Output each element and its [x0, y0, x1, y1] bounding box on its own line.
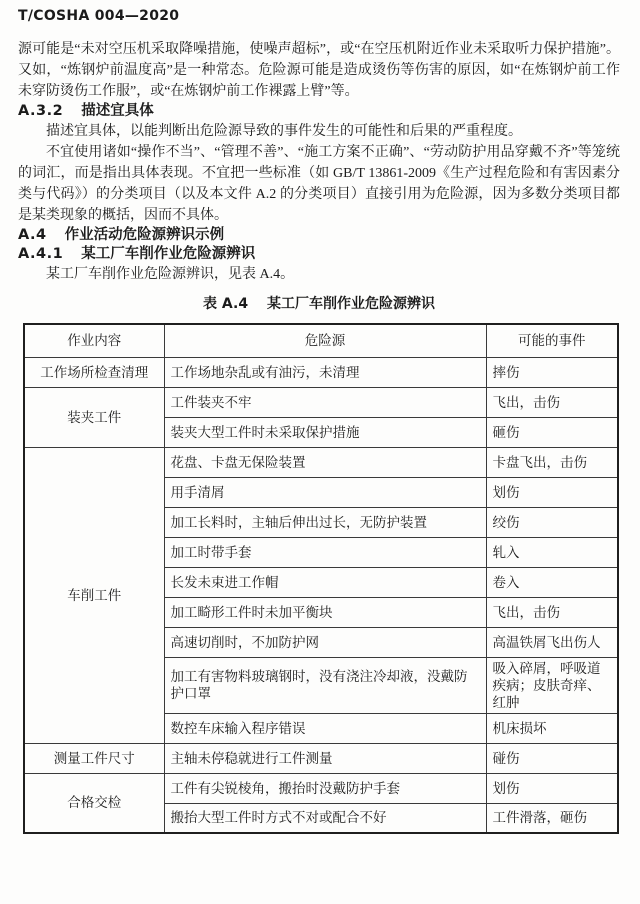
event-cell: 摔伤: [486, 357, 618, 387]
event-cell: 轧入: [486, 537, 618, 567]
hazard-cell: 长发未束进工作帽: [164, 567, 486, 597]
hazard-cell: 用手清屑: [164, 477, 486, 507]
event-cell: 工件滑落，砸伤: [486, 803, 618, 833]
column-header-event: 可能的事件: [486, 324, 618, 357]
section-title: 某工厂车削作业危险源辨识: [81, 246, 256, 262]
paragraph-a32-2: 不宜使用诸如“操作不当”、“管理不善”、“施工方案不正确”、“劳动防护用品穿戴不齐”等笼统的词汇，而是指出具体表现。不宜把一些标准（如 GB/T 13861-2009《生产过程危险和有害因素分类与代码》）的分类项目（以及本文件 A.2 的分类项目）直接引用为危险源，因为多数分类项目都是某类现象的概括，因而不具体。: [18, 145, 620, 223]
hazard-cell: 花盘、卡盘无保险装置: [164, 447, 486, 477]
hazard-cell: 主轴未停稳就进行工件测量: [164, 743, 486, 773]
event-cell: 飞出，击伤: [486, 597, 618, 627]
section-number: A.3.2: [18, 103, 64, 119]
table-row: [24, 447, 618, 477]
table-caption: [18, 293, 620, 313]
paragraph-a32-1: 描述宜具体，以能判断出危险源导致的事件发生的可能性和后果的严重程度。: [46, 124, 522, 139]
hazard-cell: 加工有害物料玻璃钢时，没有浇注冷却液，没戴防护口罩: [164, 657, 486, 713]
table-row: [24, 743, 618, 773]
event-cell: 高温铁屑飞出伤人: [486, 627, 618, 657]
table-caption-title: 某工厂车削作业危险源辨识: [266, 296, 435, 312]
event-cell: 碰伤: [486, 743, 618, 773]
activity-cell: 合格交检: [24, 773, 164, 833]
section-heading-a32: [18, 102, 620, 121]
table-header-row: [24, 324, 618, 357]
section-title: 描述宜具体: [81, 103, 154, 119]
section-heading-a4: [18, 226, 620, 245]
activity-cell: 测量工件尺寸: [24, 743, 164, 773]
activity-cell: 车削工件: [24, 447, 164, 743]
table-row: [24, 387, 618, 417]
column-header-hazard: 危险源: [164, 324, 486, 357]
event-cell: 吸入碎屑，呼吸道疾病；皮肤奇痒、红肿: [486, 657, 618, 713]
hazard-cell: 工作场地杂乱或有油污，未清理: [164, 357, 486, 387]
continuation-paragraph: 源可能是“未对空压机采取降噪措施，使噪声超标”，或“在空压机附近作业未采取听力保护措施”。又如，“炼钢炉前温度高”是一种常态。危险源可能是造成烫伤等伤害的原因，如“在炼钢炉前工作未穿防烫伤工作服”，或“在炼钢炉前工作裸露上臂”等。: [18, 42, 620, 99]
activity-cell: 工作场所检查清理: [24, 357, 164, 387]
table-caption-label: 表 A.4: [203, 296, 249, 312]
section-heading-a41: [18, 245, 620, 264]
doc-number: T/COSHA 004—2020: [18, 8, 180, 24]
activity-cell: 装夹工件: [24, 387, 164, 447]
section-title: 作业活动危险源辨识示例: [64, 227, 225, 243]
column-header-activity: 作业内容: [24, 324, 164, 357]
hazard-cell: 高速切削时，不加防护网: [164, 627, 486, 657]
section-number: A.4: [18, 227, 47, 243]
section-number: A.4.1: [18, 246, 64, 262]
hazard-cell: 加工畸形工件时未加平衡块: [164, 597, 486, 627]
hazard-cell: 加工长料时，主轴后伸出过长，无防护装置: [164, 507, 486, 537]
event-cell: 划伤: [486, 477, 618, 507]
table-row: [24, 773, 618, 803]
hazard-cell: 数控车床输入程序错误: [164, 713, 486, 743]
event-cell: 飞出，击伤: [486, 387, 618, 417]
paragraph-a41-1: 某工厂车削作业危险源辨识，见表 A.4。: [46, 267, 295, 282]
event-cell: 绞伤: [486, 507, 618, 537]
event-cell: 砸伤: [486, 417, 618, 447]
hazard-cell: 装夹大型工件时未采取保护措施: [164, 417, 486, 447]
event-cell: 划伤: [486, 773, 618, 803]
event-cell: 机床损坏: [486, 713, 618, 743]
hazard-cell: 工件装夹不牢: [164, 387, 486, 417]
table-row: [24, 357, 618, 387]
hazard-cell: 工件有尖锐棱角，搬抬时没戴防护手套: [164, 773, 486, 803]
table-body: [24, 357, 618, 833]
hazard-cell: 搬抬大型工件时方式不对或配合不好: [164, 803, 486, 833]
event-cell: 卷入: [486, 567, 618, 597]
hazard-table: [23, 323, 619, 834]
hazard-cell: 加工时带手套: [164, 537, 486, 567]
event-cell: 卡盘飞出，击伤: [486, 447, 618, 477]
